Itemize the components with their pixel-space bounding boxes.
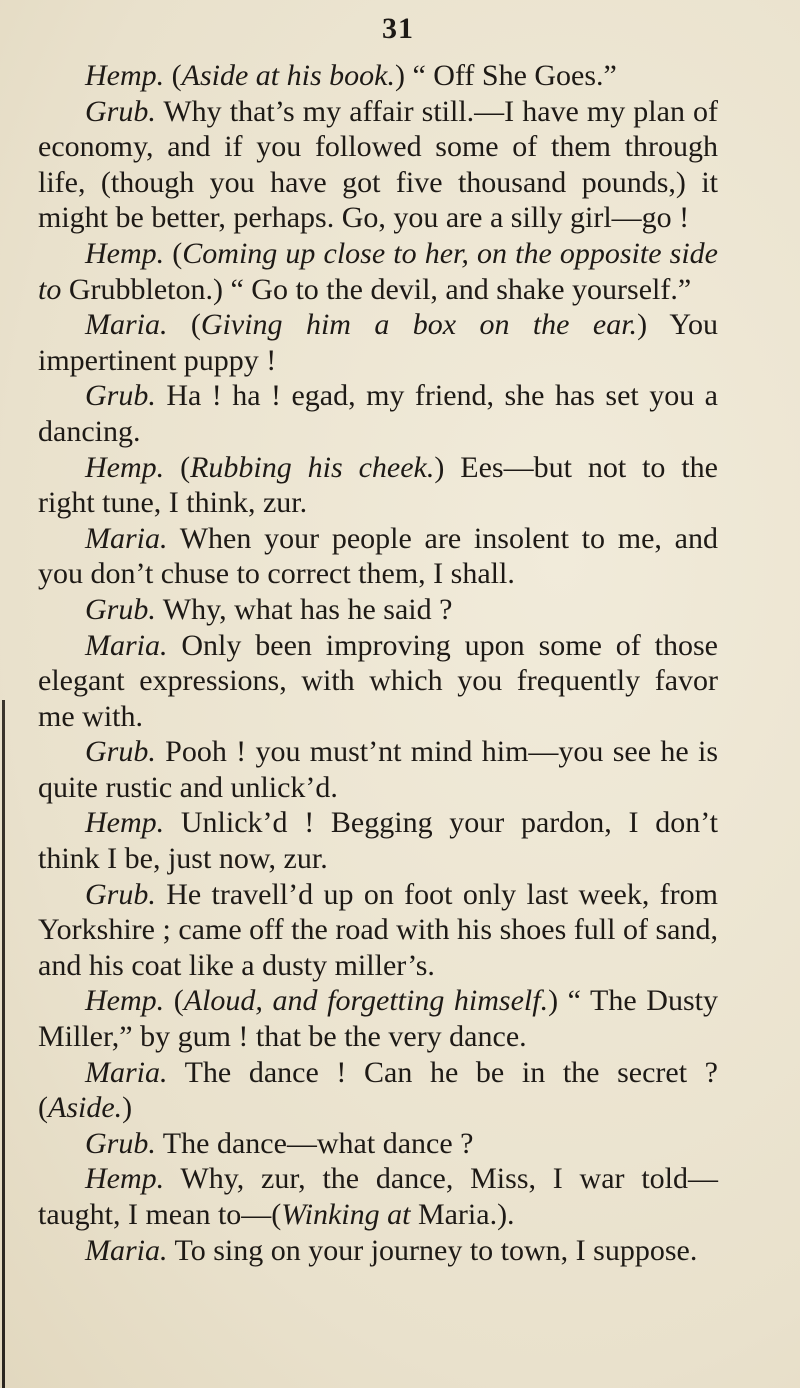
- speaker-name: Maria.: [85, 521, 168, 555]
- dialogue-text: Ha ! ha ! egad, my friend, she has set you a dancing.: [38, 379, 718, 448]
- dialogue-text: ) “ Off She Goes.”: [394, 59, 617, 92]
- page-number: 31: [382, 12, 414, 45]
- dialogue-text: Why, zur, the dance, Miss, I war told—taught, I mean to—(: [38, 1162, 718, 1231]
- dialogue-text: (: [164, 236, 183, 270]
- speaker-name: Hemp.: [85, 59, 165, 92]
- dialogue-text: Pooh ! you must’nt mind him—you see he is quite rustic and unlick’d.: [38, 735, 718, 804]
- dialogue-text: Why that’s my affair still.—I have my plan of economy, and if you followed some of them through life, (though you have got five thousand pounds,) it might be better, perhaps. Go, you are a silly girl—go !: [38, 94, 718, 235]
- speaker-name: Grub.: [85, 592, 156, 626]
- speaker-name: Maria.: [85, 1233, 168, 1267]
- dialogue-paragraph: [38, 58, 718, 94]
- dialogue-paragraph: [38, 1233, 718, 1269]
- dialogue-paragraph: [38, 450, 718, 521]
- play-dialogue: [38, 58, 718, 1268]
- dialogue-text: Why, what has he said ?: [155, 592, 453, 626]
- dialogue-paragraph: [38, 734, 718, 805]
- stage-direction: Winking at: [281, 1198, 411, 1231]
- dialogue-paragraph: [38, 628, 718, 735]
- dialogue-paragraph: [38, 1161, 718, 1232]
- speaker-name: Hemp.: [85, 450, 165, 484]
- speaker-name: Hemp.: [85, 806, 165, 840]
- dialogue-paragraph: [38, 94, 718, 236]
- dialogue-text: He travell’d up on foot only last week, from Yorkshire ; came off the road with his shoes full of sand, and his coat like a dusty miller’s.: [38, 877, 718, 982]
- speaker-name: Grub.: [85, 94, 156, 128]
- speaker-name: Hemp.: [85, 1162, 165, 1196]
- dialogue-paragraph: [38, 983, 718, 1054]
- page-gutter-edge: [2, 700, 5, 1388]
- speaker-name: Maria.: [85, 308, 168, 342]
- dialogue-paragraph: [38, 307, 718, 378]
- speaker-name: Grub.: [85, 1126, 156, 1160]
- dialogue-text: To sing on your journey to town, I suppose.: [167, 1233, 698, 1267]
- dialogue-text: ) “ The Dusty Miller,” by gum ! that be the very dance.: [38, 984, 718, 1054]
- dialogue-text: ): [122, 1091, 133, 1125]
- dialogue-text: The dance ! Can he be in the secret ? (: [38, 1055, 718, 1125]
- speaker-name: Grub.: [85, 379, 156, 413]
- dialogue-text: (: [164, 984, 184, 1018]
- speaker-name: Hemp.: [85, 236, 165, 270]
- stage-direction: Coming up close to her, on the opposite side to: [38, 236, 718, 306]
- dialogue-text: When your people are insolent to me, and you don’t chuse to correct them, I shall.: [38, 521, 718, 591]
- dialogue-text: (: [164, 59, 182, 92]
- dialogue-paragraph: [38, 1126, 718, 1162]
- dialogue-text: (: [164, 450, 191, 484]
- dialogue-text: ) Ees—but not to the right tune, I think, zur.: [38, 450, 718, 520]
- dialogue-text: Maria.).: [410, 1198, 515, 1231]
- dialogue-paragraph: [38, 1055, 718, 1126]
- dialogue-text: Unlick’d ! Begging your pardon, I don’t think I be, just now, zur.: [38, 806, 718, 876]
- dialogue-text: The dance—what dance ?: [155, 1126, 474, 1160]
- speaker-name: Maria.: [85, 1055, 168, 1089]
- stage-direction: Aloud, and forgetting himself.: [183, 984, 549, 1018]
- dialogue-paragraph: [38, 805, 718, 876]
- speaker-name: Hemp.: [85, 984, 165, 1018]
- dialogue-paragraph: [38, 236, 718, 307]
- stage-direction: Aside.: [48, 1091, 123, 1125]
- dialogue-paragraph: [38, 592, 718, 628]
- dialogue-paragraph: [38, 378, 718, 449]
- dialogue-text: ) You impertinent puppy !: [38, 308, 718, 377]
- dialogue-text: (: [167, 308, 201, 342]
- dialogue-text: Only been improving upon some of those elegant expressions, with which you frequently favor me with.: [38, 628, 718, 733]
- stage-direction: Rubbing his cheek.: [190, 450, 435, 484]
- stage-direction: Aside at his book.: [181, 59, 395, 92]
- speaker-name: Maria.: [85, 628, 168, 662]
- dialogue-text: Grubbleton.) “ Go to the devil, and shake yourself.”: [61, 272, 692, 306]
- speaker-name: Grub.: [85, 877, 156, 911]
- stage-direction: Giving him a box on the ear.: [200, 308, 638, 342]
- dialogue-paragraph: [38, 521, 718, 592]
- dialogue-paragraph: [38, 877, 718, 984]
- speaker-name: Grub.: [85, 735, 156, 769]
